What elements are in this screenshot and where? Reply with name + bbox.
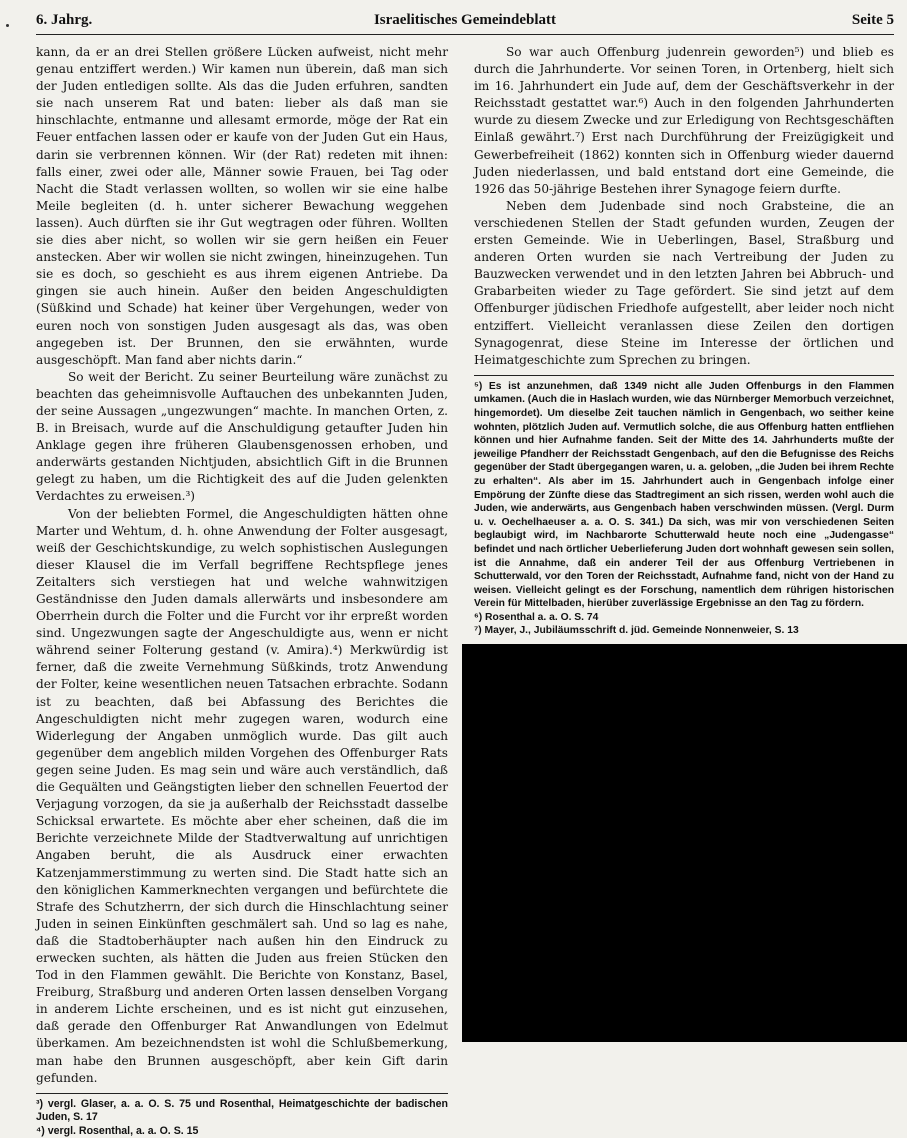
margin-dot bbox=[6, 24, 9, 27]
footnotes bbox=[36, 1098, 448, 1138]
paragraph: Von der beliebten Formel, die Angeschuldigten hätten ohne Marter und Wehtum, d. h. ohne Anwendung der Folter ausgesagt, weiß der Geschichtskundige, zu welch sophistischen Auslegungen dieser Klausel die im Verfall begriffene Rechtspflege jenes Zeitalters sich verstiegen hat und welche wahnwitzigen Geständnisse den Juden damals allerwärts und insbesondere am Oberrhein durch die Folter und die Furcht vor ihr erpreßt worden sind. Ungezwungen sagte der Angeschuldigte aus, wenn er nicht während seiner Folterung gestand (v. Amira).⁴) Merkwürdig ist ferner, daß die zweite Vernehmung Süßkinds, trotz Anwendung der Folter, keine wesentlichen neuen Tatsachen erbrachte. Sodann ist zu beachten, daß bei Abfassung des Berichtes die Angeschuldigten nicht mehr zugegen waren, wodurch eine Widerlegung der Angaben unmöglich wurde. Das gilt auch gegenüber dem angeblich milden Vorgehen des Offenburger Rats gegen seine Juden. Es mag sein und wäre auch verständlich, daß die Gequälten und Geängstigten lieber den schnellen Feuertod der Verjagung vorzogen, da sie ja außerhalb der Reichsstadt dasselbe Schicksal erwartete. Es möchte aber eher scheinen, daß die im Berichte verzeichnete Milde der Stadtverwaltung auf unrichtigen Angaben beruht, die als Ausdruck einer erwachten Katzenjammerstimmung zu werten sind. Die Stadt hatte sich an den königlichen Kammerknechten vergangen und befürchtete die Strafe des Schutzherrn, der sich durch die Hinschlachtung seiner Juden in seinen Einkünften geschmälert sah. Und so lag es nahe, daß die Stadtoberhäupter nach außen hin den Eindruck zu erwecken suchten, als hätten die Juden aus freien Stücken den Tod in den Flammen gewählt. Die Berichte von Konstanz, Basel, Freiburg, Straßburg und anderen Orten lassen denselben Vorgang in anderem Lichte erscheinen, und es ist nicht gut einzusehen, daß gerade den Offenburger Rat Anwandlungen von Edelmut überkamen. Am bezeichnendsten ist wohl die Schlußbemerkung, man habe den Brunnen ausgeschöpft, aber kein Gift darin gefunden. bbox=[36, 506, 448, 1085]
footnote: ⁷) Mayer, J., Jubiläumsschrift d. jüd. Gemeinde Nonnenweier, S. 13 bbox=[474, 625, 799, 637]
volume-label: 6. Jahrg. bbox=[36, 12, 93, 28]
footnote: ⁶) Rosenthal a. a. O. S. 74 bbox=[474, 611, 599, 623]
left-column bbox=[36, 44, 448, 1138]
paragraph: kann, da er an drei Stellen größere Lücken aufweist, nicht mehr genau entziffert werden.) Wir kamen nun überein, daß man sich der Juden entledigen sollte. Als das die Juden erfuhren, sandten sie nach unserem Rat und baten: lieber als daß man sie hinschlachte, entmanne und allesamt ermorde, möge der Rat ein Feuer entfachen lassen oder er kaufe von der Juden Gut ein Haus, darin sie verbrennen können. Wir (der Rat) redeten mit ihnen: falls einer, zwei oder alle, Männer sowie Frauen, bei Tag oder Nacht die Stadt verlassen wollten, so wollen wir sie eine halbe Meile begleiten (d. h. unter sicherer Bewachung weggehen lassen). Auch dürften sie ihr Gut wegtragen oder führen. Wollten sie dies aber nicht, so wollen wir sie gern heißen ein Feuer anstecken. Aber wir wollen sie nicht zwingen, hineinzugehen. Tun sie es doch, so geschieht es aus ihrem eigenen Antriebe. Da gingen sie auch hinein. Außer den beiden Angeschuldigten (Süßkind und Schade) hat keiner über Vergehungen, weder von euren noch von sonstigen Juden ausgesagt als das, was oben angegeben ist. Der Brunnen, den sie erwähnten, wurde ausgeschöpft. Man fand aber nichts darin.“ bbox=[36, 45, 448, 367]
footnote-divider bbox=[36, 1093, 448, 1094]
page-number: Seite 5 bbox=[851, 12, 894, 28]
paragraph: Neben dem Judenbade sind noch Grabsteine, die an verschiedenen Stellen der Stadt gefunden wurden, Zeugen der ersten Gemeinde. Wie in Ueberlingen, Basel, Straßburg und anderen Orten wurden sie nach Vertreibung der Juden zu Bauzwecken verwendet und in den letzten Jahren bei Abbruch- und Grabarbeiten wieder zu Tage gefördert. Sie sind jetzt auf dem Offenburger jüdischen Friedhofe aufgestellt, aber leider noch nicht entziffert. Vielleicht veranlassen diese Zeilen den dortigen Synagogenrat, diese Steine im Interesse der örtlichen und Heimatgeschichte zum Sprechen zu bringen. bbox=[474, 198, 894, 367]
footnote: ³) vergl. Glaser, a. a. O. S. 75 und Rosenthal, Heimatgeschichte der badischen Juden, S. 17 bbox=[36, 1097, 448, 1124]
page-header bbox=[36, 10, 894, 35]
footnote: ⁴) vergl. Rosenthal, a. a. O. S. 15 bbox=[36, 1124, 199, 1137]
redacted-area bbox=[462, 644, 907, 1042]
footnotes bbox=[474, 380, 894, 638]
publication-title: Israelitisches Gemeindeblatt bbox=[373, 12, 557, 28]
footnote: ⁵) Es ist anzunehmen, daß 1349 nicht alle Juden Offenburgs in den Flammen umkamen. (Auch die in Haslach wurden, wie das Nürnberger Memorbuch verzeichnet, hingemordet). Um dieselbe Zeit tauchen nämlich in Gengenbach, wo seither keine wohnten, plötzlich Juden auf. Vermutlich solche, die aus Offenburg hatten entfliehen können und hier Aufnahme fanden. Seit der Mitte des 14. Jahrhunderts mußte der jeweilige Pfandherr der Reichsstadt Gengenbach, auf den die Befugnisse des Reichs gegenüber der Stadt übergegangen waren, u. a. geloben, „die Juden bei ihrem Rechte zu erhalten“. Als aber im 15. Jahrhundert auch in Gengenbach infolge einer Empörung der Zünfte diese das Stadtregiment an sich rissen, werden wohl auch die Juden, wie anderwärts, aus Gengenbach haben verschwinden müssen. (Vergl. Durm u. v. Oechelhaeuser a. a. O. S. 341.) Da sich, was mir von verschiedenen Seiten beglaubigt wird, im Nachbarorte Schutterwald heute noch eine „Judengasse“ befindet und nach örtlicher Ueberlieferung Juden dort wohnhaft gewesen sein sollen, ist die Annahme, daß ein anderer Teil der aus Offenburg Vertriebenen in Schutterwald, vor den Toren der Reichsstadt, Aufnahme fand, nicht von der Hand zu weisen. Vielleicht gelingt es der Forschung, namentlich dem rührigen historischen Verein für Mittelbaden, hierüber zuverlässige Ergebnisse an den Tag zu fördern. bbox=[474, 380, 894, 610]
paragraph: So war auch Offenburg judenrein geworden⁵) und blieb es durch die Jahrhunderte. Vor seinen Toren, in Ortenberg, hielt sich im 16. Jahrhundert ein Jude auf, dem der Geschäftsverkehr in der Reichsstadt gestattet war.⁶) Auch in den folgenden Jahrhunderten wurde zu diesem Zwecke und zur Erledigung von Rechtsgeschäften Einlaß gewährt.⁷) Erst nach Durchführung der Freizügigkeit und Gewerbefreiheit (1862) konnten sich in Offenburg wieder dauernd Juden niederlassen, und bald entstand dort eine Gemeinde, die 1926 das 50-jährige Bestehen ihrer Synagoge feiern durfte. bbox=[474, 45, 894, 196]
right-column bbox=[474, 44, 894, 638]
footnote-divider bbox=[474, 375, 894, 376]
paragraph: So weit der Bericht. Zu seiner Beurteilung wäre zunächst zu beachten das geheimnisvolle Auftauchen des unbekannten Juden, der seine Aussagen „ungezwungen“ machte. In manchen Orten, z. B. in Breisach, wurde auf die Anschuldigung getaufter Juden hin Anklage gegen ihre früheren Glaubensgenossen erhoben, und anderwärts gestanden Nichtjuden, absichtlich Gift in die Brunnen gelegt zu haben, um die Richtigkeit des auf die Juden gelenkten Verdachtes zu erweisen.³) bbox=[36, 369, 448, 504]
